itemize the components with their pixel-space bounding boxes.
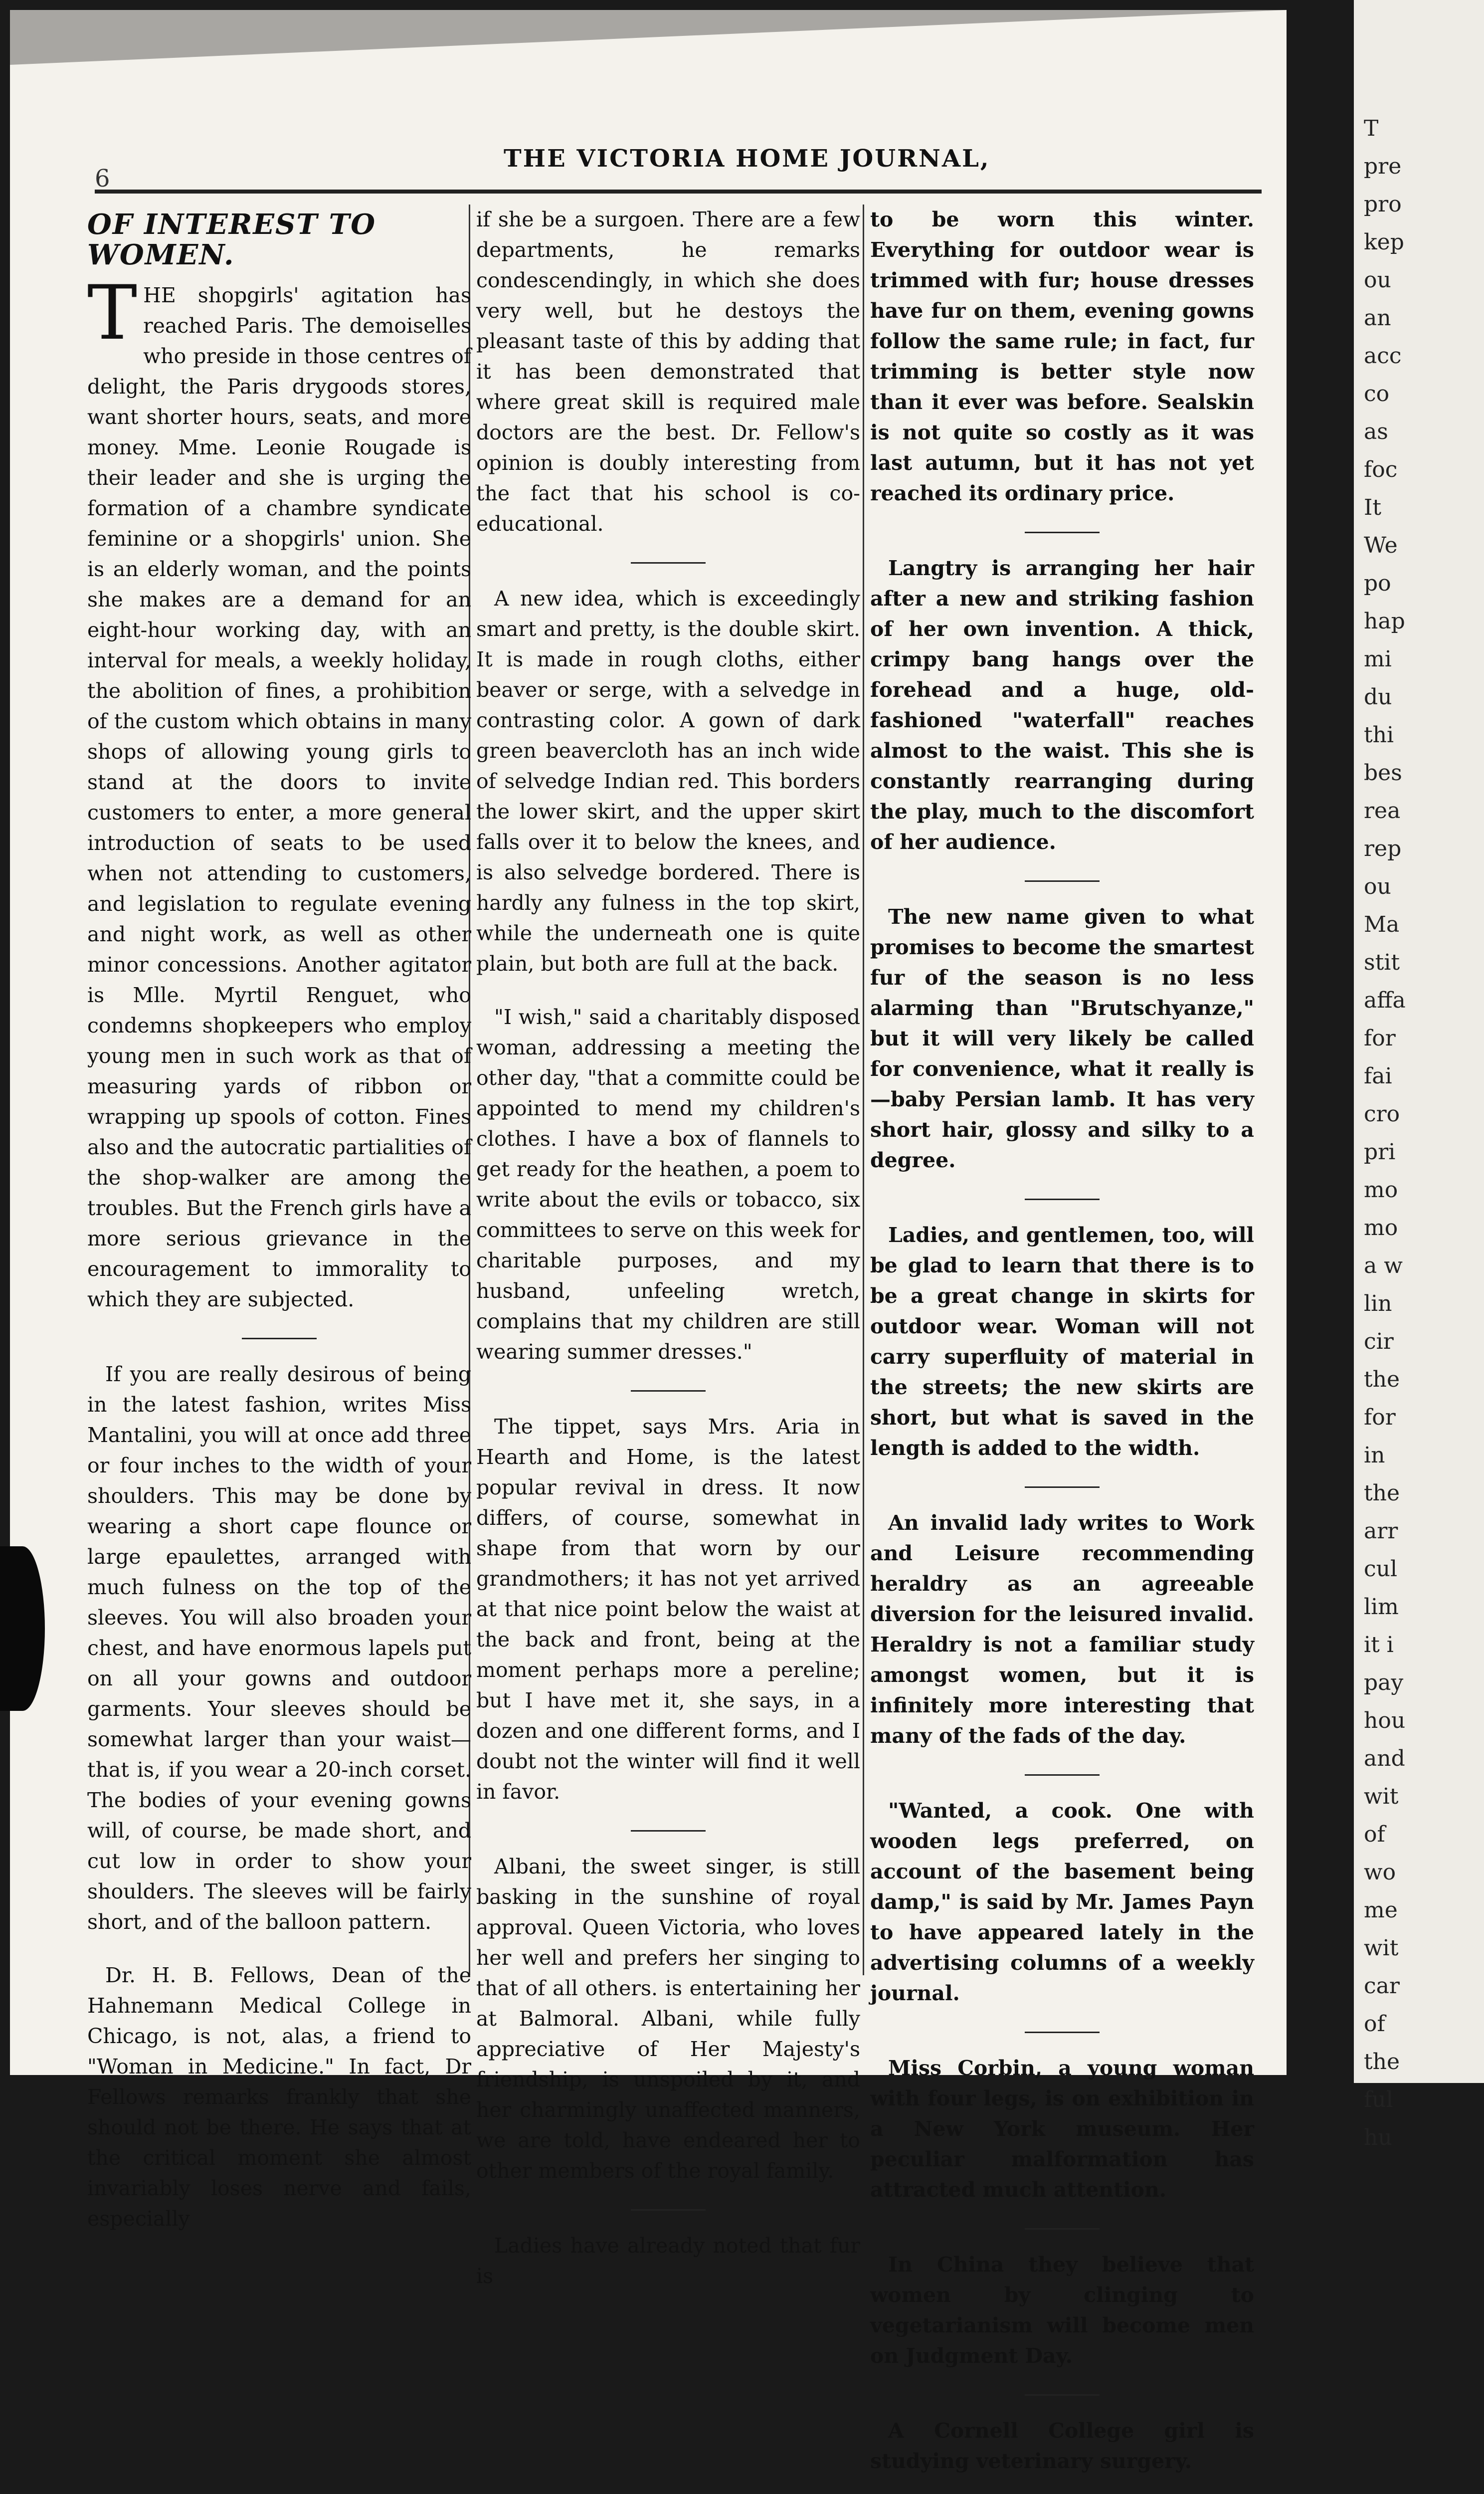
fragment-line: ou [1364,874,1391,899]
column-1 [87,205,471,2257]
fragment-line: lin [1364,1291,1392,1316]
article-paragraph: if she be a surgoen. There are a few departments, he remarks condescendingly, in which she does very well, but he destoys the pleasant taste of this by adding that it has been demonstrated that where great skill is required male doctors are the best. Dr. Fellow's opinion is doubly interesting from the fact that his school is co-educational. [476,208,860,536]
fragment-line: pre [1364,154,1402,179]
fragment-line: wit [1364,1935,1399,1961]
article-divider [1025,532,1100,533]
article-paragraph: Ladies have already noted that fur is [476,2234,860,2288]
fragment-line: a w [1364,1253,1403,1278]
article-paragraph: The tippet, says Mrs. Aria in Hearth and Home, is the latest popular revival in dress. It now differs, of course, somewhat in shape from that worn by our grandmothers; it has not yet arrived at that nice point below the waist at the back and front, being at the moment perhaps more a pereline; but I have met it, she says, in a dozen and one different forms, and I doubt not the winter will find it well in favor. [476,1415,860,1804]
fragment-line: mi [1364,646,1392,672]
article-divider [1025,2032,1100,2033]
fragment-line: pay [1364,1670,1404,1695]
fragment-line: cir [1364,1329,1394,1354]
fragment-line: the [1364,1480,1400,1506]
article-paragraph: Miss Corbin, a young woman with four legs, is on exhibition in a New York museum. Her peculiar malformation has attracted much attention. [870,2056,1254,2202]
fragment-line: hu [1364,2125,1392,2150]
fragment-line: po [1364,571,1391,596]
header-rule [95,190,1262,194]
fragment-line: We [1364,533,1398,558]
article-divider [631,1830,706,1832]
fragment-line: stit [1364,950,1400,975]
article-paragraph: A new idea, which is exceedingly smart and pretty, is the double skirt. It is made in rough cloths, either beaver or serge, with a selvedge in contrasting color. A gown of dark green beavercloth has an inch wide of selvedge Indian red. This borders the lower skirt, and the upper skirt falls over it to below the knees, and is also selvedge bordered. There is hardly any fulness in the top skirt, while the underneath one is quite plain, but both are full at the back. [476,587,860,976]
article-paragraph: Ladies, and gentlemen, too, will be glad to learn that there is to be a great change in skirts for outdoor wear. Woman will not carry superfluity of material in the streets; the new skirts are short, but what is saved in the length is added to the width. [870,1223,1254,1460]
fragment-line: kep [1364,229,1404,255]
fragment-line: hap [1364,609,1405,634]
article-divider [1025,1486,1100,1488]
article-paragraph: THE shopgirls' agitation has reached Paris. The demoiselles who preside in those centres of delight, the Paris drygoods stores, want shorter hours, seats, and more money. Mme. Leonie Rougade is their leader and she is urging the formation of a chambre syndicate feminine or a shopgirls' union. She is an elderly woman, and the points she makes are a demand for an eight-hour working day, with an interval for meals, a weekly holiday, the abolition of fines, a prohibition of the custom which obtains in many shops of allowing young girls to stand at the doors to invite customers to enter, a more general introduction of seats to be used when not attending to customers, and legislation to regulate evening and night work, as well as other minor concessions. Another agitator is Mlle. Myrtil Renguet, who condemns shopkeepers who employ young men in such work as that of measuring yards of ribbon or wrapping up spools of cotton. Fines also and the autocratic partialities of the shop-walker are among the troubles. But the French girls have a more serious grievance in the encouragement to immorality to which they are subjected. [87,270,471,1311]
fragment-line: thi [1364,722,1394,748]
article-divider [631,2209,706,2211]
article-paragraph: "I wish," said a charitably disposed woman, addressing a meeting the other day, "that a committe could be appointed to mend my children's clothes. I have a box of flannels to get ready for the heathen, a poem to write about the evils or tobacco, six committees to serve on this week for charitable purposes, and my husband, unfeeling wretch, complains that my children are still wearing summer dresses." [476,1005,860,1364]
fragment-line: mo [1364,1177,1398,1203]
fragment-line: rep [1364,836,1402,861]
fragment-line: of [1364,1822,1385,1847]
fragment-line: hou [1364,1708,1406,1733]
article-paragraph: Dr. H. B. Fellows, Dean of the Hahnemann Medical College in Chicago, is not, alas, a friend to "Woman in Medicine." In fact, Dr Fellows remarks frankly that she should not be there. He says that at the critical moment she almost invariably loses nerve and fails, especially [87,1963,471,2231]
article-paragraph: Albani, the sweet singer, is still basking in the sunshine of royal approval. Queen Victoria, who loves her well and prefers her singing to that of all others. is entertaining her at Balmoral. Albani, while fully appreciative of Her Majesty's friendship, is unspoiled by it, and her charmingly unaffected manners, we are told, have endeared her to other members of the royal family. [476,1855,860,2183]
fragment-line: as [1364,419,1388,444]
article-divider [242,1338,317,1339]
section-title: OF INTEREST TO WOMEN. [87,208,376,271]
fragment-line: it i [1364,1632,1394,1658]
fragment-line: ou [1364,267,1391,293]
column-3 [870,205,1254,2494]
fragment-line: ful [1364,2087,1393,2112]
fragment-line: bes [1364,760,1402,786]
article-paragraph: to be worn this winter. Everything for outdoor wear is trimmed with fur; house dresses have fur on them, evening gowns follow the same rule; in fact, fur trimming is better style now than it ever was before. Sealskin is not quite so costly as it was last autumn, but it has not yet reached its ordinary price. [870,208,1254,505]
fragment-line: lim [1364,1594,1399,1620]
article-divider [1025,2394,1100,2396]
article-paragraph: If you are really desirous of being in the latest fashion, writes Miss Mantalini, you will at once add three or four inches to the width of your shoulders. This may be done by wearing a short cape flounce or large epaulettes, arranged with much fulness on the top of the sleeves. You will also broaden your chest, and have enormous lapels put on all your gowns and outdoor garments. Your sleeves should be somewhat larger than your waist—that is, if you wear a 20-inch corset. The bodies of your evening gowns will, of course, be made short, and cut low in order to show your shoulders. The sleeves will be fairly short, and of the balloon pattern. [87,1362,471,1934]
column-separator [863,205,864,1975]
fragment-line: in [1364,1443,1385,1468]
article-paragraph: A Cornell College girl is studying veterinary surgery. [870,2419,1254,2473]
fragment-line: the [1364,2049,1400,2075]
fragment-line: foc [1364,457,1398,482]
fragment-line: me [1364,1897,1398,1923]
fragment-line: Ma [1364,912,1400,937]
fragment-line: for [1364,1026,1396,1051]
fragment-line: arr [1364,1518,1398,1544]
fragment-line: acc [1364,343,1402,369]
article-paragraph: An invalid lady writes to Work and Leisure recommending heraldry as an agreeable diversion for the leisured invalid. Heraldry is not a familiar study amongst women, but it is infinitely more interesting that many of the fads of the day. [870,1511,1254,1748]
fragment-line: mo [1364,1215,1398,1241]
fragment-line: rea [1364,798,1401,824]
fragment-line: cro [1364,1101,1400,1127]
fragment-line: It [1364,495,1382,520]
fragment-line: of [1364,2011,1385,2037]
fragment-line: an [1364,305,1391,331]
fragment-line: affa [1364,988,1406,1013]
article-paragraph: Langtry is arranging her hair after a new and striking fashion of her own invention. A thick, crimpy bang hangs over the forehead and a huge, old-fashioned "waterfall" reaches almost to the waist. This she is constantly rearranging during the play, much to the discomfort of her audience. [870,556,1254,854]
article-divider [1025,1199,1100,1200]
binding-shadow [0,1546,45,1711]
next-page-fragments [1364,110,1464,2157]
article-paragraph: In China they believe that women by clinging to vegetarianism will become men on Judgment Day. [870,2253,1254,2368]
journal-title: THE VICTORIA HOME JOURNAL, [504,145,990,173]
article-divider [1025,1774,1100,1776]
page-number: 6 [95,165,110,193]
fragment-line: car [1364,1973,1400,1999]
drop-cap: T [87,270,138,357]
folded-corner-shadow [10,10,1287,65]
article-divider [1025,880,1100,882]
fragment-line: wo [1364,1860,1396,1885]
article-paragraph: "Wanted, a cook. One with wooden legs preferred, on account of the basement being damp," is said by Mr. James Payn to have appeared lately in the advertising columns of a weekly journal. [870,1799,1254,2005]
fragment-line: cul [1364,1556,1398,1582]
next-page-edge [1354,0,1484,2150]
article-divider [1025,2228,1100,2230]
fragment-line: wit [1364,1784,1399,1809]
article-divider [631,1390,706,1392]
article-divider [631,562,706,564]
fragment-line: pri [1364,1139,1396,1165]
article-paragraph: The new name given to what promises to become the smartest fur of the season is no less alarming than "Brutschyanze," but it will very likely be called for convenience, what it really is—baby Persian lamb. It has very short hair, glossy and silky to a degree. [870,905,1254,1172]
fragment-line: du [1364,684,1392,710]
fragment-line: co [1364,381,1390,407]
fragment-line: fai [1364,1063,1392,1089]
fragment-line: and [1364,1746,1405,1771]
fragment-line: the [1364,1367,1400,1392]
page-header [95,125,1272,193]
fragment-line: T [1364,116,1379,141]
fragment-line: for [1364,1405,1396,1430]
fragment-line: pro [1364,192,1402,217]
column-2 [476,205,860,2314]
